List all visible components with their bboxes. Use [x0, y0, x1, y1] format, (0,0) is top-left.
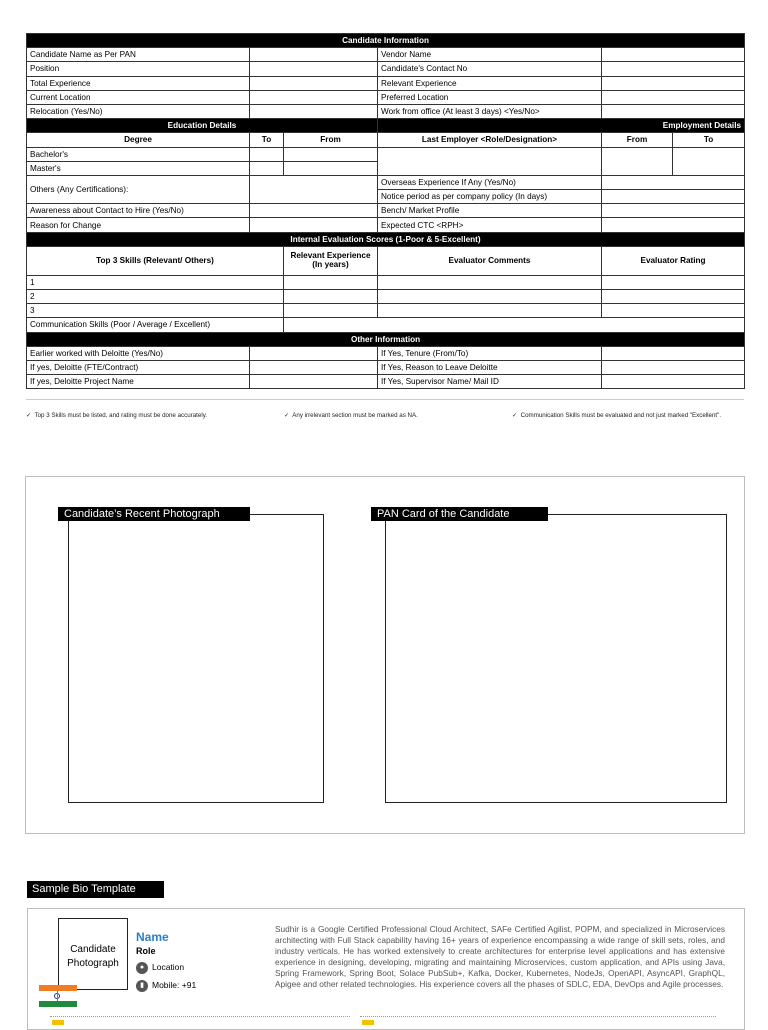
label-others-certifications: Others (Any Certifications):: [27, 175, 250, 203]
field-last-employer[interactable]: [378, 147, 602, 175]
field-candidate-name[interactable]: [250, 48, 378, 62]
label-relevant-experience: Relevant Experience: [378, 76, 602, 90]
india-flag-icon: [39, 985, 77, 1008]
note-irrelevant-na: [284, 412, 418, 419]
field-preferred-location[interactable]: [602, 90, 745, 104]
note-text: Any irrelevant section must be marked as NA.: [292, 412, 418, 419]
label-work-from-office: Work from office (At least 3 days) <Yes/No>: [378, 104, 602, 118]
candidate-photo-title: Candidate’s Recent Photograph: [58, 507, 250, 521]
section-divider: [26, 399, 744, 400]
field-current-location[interactable]: [250, 90, 378, 104]
label-deloitte-fte-contract: If yes, Deloitte (FTE/Contract): [27, 360, 250, 374]
bio-role: Role: [136, 946, 156, 956]
candidate-info-header: Candidate Information: [27, 34, 745, 48]
label-position: Position: [27, 62, 250, 76]
label-awareness-c2h: Awareness about Contact to Hire (Yes/No): [27, 204, 250, 218]
field-skill-1-exp[interactable]: [284, 275, 378, 289]
label-earlier-deloitte: Earlier worked with Deloitte (Yes/No): [27, 346, 250, 360]
col-relevant-exp-years: Relevant Experience (In years): [284, 246, 378, 275]
field-reason-leave[interactable]: [602, 360, 745, 374]
field-reason-for-change[interactable]: [250, 218, 378, 232]
label-expected-ctc: Expected CTC <RPH>: [378, 218, 602, 232]
label-current-location: Current Location: [27, 90, 250, 104]
candidate-form-table: [26, 33, 745, 389]
note-top-skills: [26, 412, 207, 419]
label-communication-skills: Communication Skills (Poor / Average / Excellent): [27, 318, 284, 332]
check-icon: ✓: [284, 412, 290, 419]
col-evaluator-rating: Evaluator Rating: [602, 246, 745, 275]
note-communication: [512, 412, 721, 419]
label-total-experience: Total Experience: [27, 76, 250, 90]
label-vendor-name: Vendor Name: [378, 48, 602, 62]
label-overseas-experience: Overseas Experience If Any (Yes/No): [378, 175, 602, 189]
field-skill-3-exp[interactable]: [284, 304, 378, 318]
field-work-from-office[interactable]: [602, 104, 745, 118]
field-overseas-experience[interactable]: [602, 175, 745, 189]
field-emp-to[interactable]: [673, 147, 745, 175]
field-tenure[interactable]: [602, 346, 745, 360]
field-vendor-name[interactable]: [602, 48, 745, 62]
sample-bio-title: Sample Bio Template: [27, 881, 164, 898]
label-reason-for-change: Reason for Change: [27, 218, 250, 232]
yellow-marker: [362, 1020, 374, 1025]
dotted-divider: [50, 1016, 350, 1017]
field-skill-3-comments[interactable]: [378, 304, 602, 318]
note-text: Communication Skills must be evaluated and not just marked "Excellent".: [520, 412, 722, 419]
skill-row-label: 3: [27, 304, 284, 318]
bio-mobile: Mobile: +91: [152, 980, 197, 990]
field-expected-ctc[interactable]: [602, 218, 745, 232]
check-icon: ✓: [512, 412, 518, 419]
check-icon: ✓: [26, 412, 32, 419]
label-contact-no: Candidate's Contact No: [378, 62, 602, 76]
col-top-skills: Top 3 Skills (Relevant/ Others): [27, 246, 284, 275]
field-master-from[interactable]: [284, 161, 378, 175]
field-emp-from[interactable]: [602, 147, 673, 175]
bio-location: Location: [152, 962, 185, 972]
bio-name: Name: [136, 930, 169, 944]
location-pin-icon: ●: [136, 962, 148, 974]
field-contact-no[interactable]: [602, 62, 745, 76]
field-communication-skills[interactable]: [284, 318, 745, 332]
col-edu-from: From: [284, 133, 378, 147]
field-relocation[interactable]: [250, 104, 378, 118]
field-notice-period[interactable]: [602, 190, 745, 204]
pan-card-title: PAN Card of the Candidate: [371, 507, 548, 521]
label-bachelor: Bachelor's: [27, 147, 250, 161]
bio-description: Sudhir is a Google Certified Professional Cloud Architect, SAFe Certified Agilist, POPM, and specialized in Microservices architecting with Full Stack capability having 16+ years of experience encompassing a wide range of skill sets, roles, and industry verticals. He has worked extensively to create architectures for enterprise level applications and has extensive experience in designing, developing, migrating and maintaining Microservices, custom application, and APIs using Java, Spring Framework, Spring Boot, Solace PubSub+, Kafka, Docker, Kubernetes, NodeJs, OpenAPI, AsyncAPI, GraphQL, Apigee and other related technologies. His experience covers all the phases of SDLC, EDA, DevOps and Agile processes.: [275, 924, 725, 989]
field-awareness-c2h[interactable]: [250, 204, 378, 218]
candidate-photo-line1: Candidate: [70, 944, 116, 955]
label-tenure: If Yes, Tenure (From/To): [378, 346, 602, 360]
other-info-header: Other Information: [27, 332, 745, 346]
field-position[interactable]: [250, 62, 378, 76]
mobile-phone-icon: ▮: [136, 980, 148, 992]
field-master-to[interactable]: [250, 161, 284, 175]
label-preferred-location: Preferred Location: [378, 90, 602, 104]
label-bench-market: Bench/ Market Profile: [378, 204, 602, 218]
field-earlier-deloitte[interactable]: [250, 346, 378, 360]
col-emp-to: To: [673, 133, 745, 147]
field-relevant-experience[interactable]: [602, 76, 745, 90]
dotted-divider: [360, 1016, 716, 1017]
label-master: Master's: [27, 161, 250, 175]
candidate-photo-box[interactable]: [68, 514, 324, 803]
field-others-certifications[interactable]: [250, 175, 378, 203]
field-skill-1-rating[interactable]: [602, 275, 745, 289]
field-supervisor[interactable]: [602, 375, 745, 389]
col-evaluator-comments: Evaluator Comments: [378, 246, 602, 275]
education-header: Education Details: [27, 119, 378, 133]
skill-row-label: 2: [27, 290, 284, 304]
field-deloitte-fte-contract[interactable]: [250, 360, 378, 374]
label-reason-leave: If Yes, Reason to Leave Deloitte: [378, 360, 602, 374]
employment-header: Employment Details: [378, 119, 745, 133]
col-last-employer: Last Employer <Role/Designation>: [378, 133, 602, 147]
pan-card-box[interactable]: [385, 514, 727, 803]
yellow-marker: [52, 1020, 64, 1025]
field-bachelor-to[interactable]: [250, 147, 284, 161]
note-text: Top 3 Skills must be listed, and rating must be done accurately.: [34, 412, 208, 419]
label-deloitte-project: If yes, Deloitte Project Name: [27, 375, 250, 389]
bio-candidate-photo-placeholder[interactable]: [58, 918, 128, 990]
col-degree: Degree: [27, 133, 250, 147]
col-emp-from: From: [602, 133, 673, 147]
field-skill-2-rating[interactable]: [602, 290, 745, 304]
internal-eval-header: Internal Evaluation Scores (1-Poor & 5-Excellent): [27, 232, 745, 246]
field-total-experience[interactable]: [250, 76, 378, 90]
label-relocation: Relocation (Yes/No): [27, 104, 250, 118]
field-bench-market[interactable]: [602, 204, 745, 218]
col-edu-to: To: [250, 133, 284, 147]
candidate-photo-line2: Photograph: [67, 958, 119, 969]
label-notice-period: Notice period as per company policy (In days): [378, 190, 602, 204]
label-candidate-name: Candidate Name as Per PAN: [27, 48, 250, 62]
field-skill-2-exp[interactable]: [284, 290, 378, 304]
field-skill-2-comments[interactable]: [378, 290, 602, 304]
label-supervisor: If Yes, Supervisor Name/ Mail ID: [378, 375, 602, 389]
field-deloitte-project[interactable]: [250, 375, 378, 389]
field-skill-1-comments[interactable]: [378, 275, 602, 289]
field-skill-3-rating[interactable]: [602, 304, 745, 318]
skill-row-label: 1: [27, 275, 284, 289]
field-bachelor-from[interactable]: [284, 147, 378, 161]
